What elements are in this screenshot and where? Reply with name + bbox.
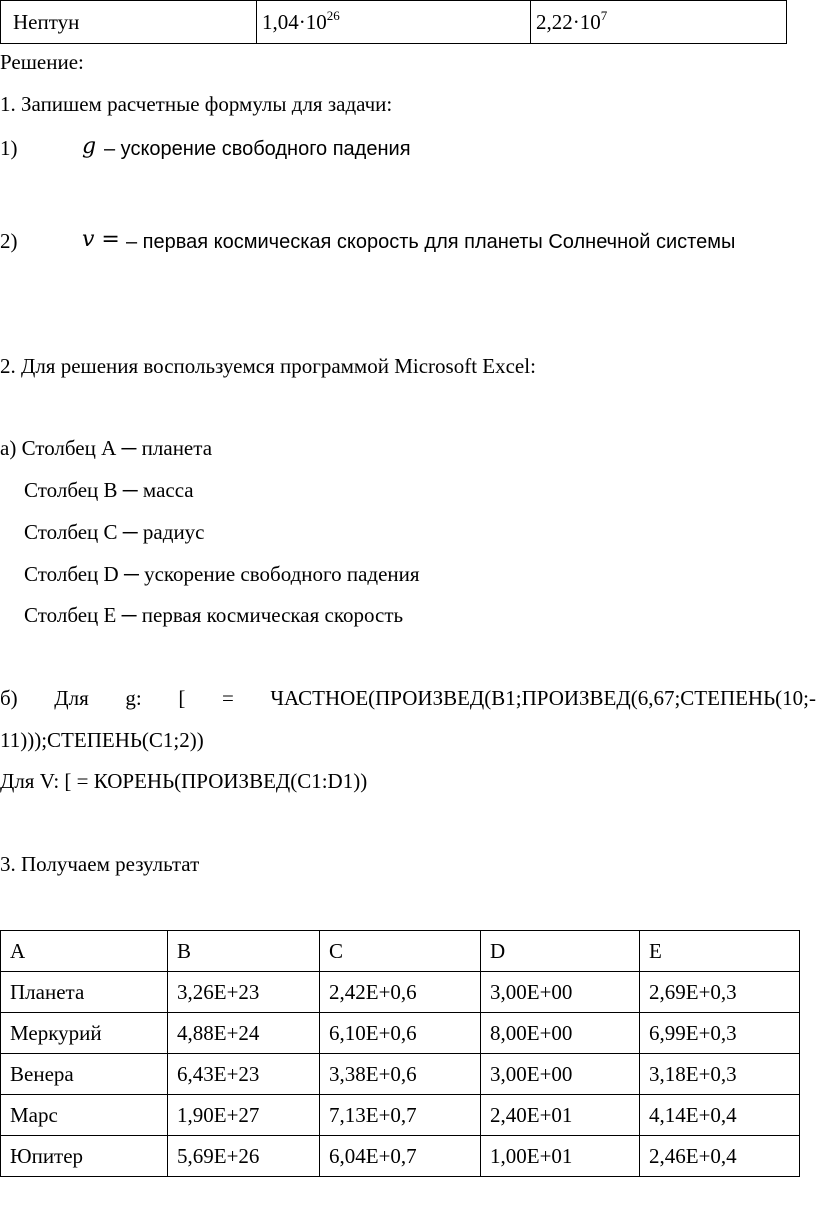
formula-g-word: б) <box>0 686 18 710</box>
table-cell: Венера <box>1 1054 168 1095</box>
table-row <box>1 1013 800 1054</box>
formula-v-line: Для V: [ = КОРЕНЬ(ПРОИЗВЕД(C1:D1)) <box>0 769 368 793</box>
table-cell: Планета <box>1 972 168 1013</box>
header-cell: C <box>320 931 481 972</box>
mass-cell: $1,04\cdot 10^{26}$ <box>257 1 531 44</box>
table-cell: 5,69E+26 <box>168 1136 320 1177</box>
table-cell: 2,42E+0,6 <box>320 972 481 1013</box>
table-cell: 4,88E+24 <box>168 1013 320 1054</box>
formula-g-word: Для <box>54 686 89 710</box>
table-row <box>1 1 787 44</box>
neptune-data-table <box>0 0 787 44</box>
v-symbol: v = <box>82 227 120 252</box>
solution-label: Решение: <box>0 50 84 74</box>
header-cell: D <box>481 931 640 972</box>
table-cell: 3,38E+0,6 <box>320 1054 481 1095</box>
table-cell: 3,26E+23 <box>168 972 320 1013</box>
formula-2-number: 2) <box>0 229 18 253</box>
planet-cell: Нептун <box>1 1 257 44</box>
table-row <box>1 1136 800 1177</box>
table-cell: Марс <box>1 1095 168 1136</box>
header-cell: B <box>168 931 320 972</box>
table-row <box>1 972 800 1013</box>
header-cell: E <box>640 931 800 972</box>
column-b-desc: Столбец В ─ масса <box>24 478 194 502</box>
formula-g-word: = <box>221 686 234 710</box>
table-cell: 3,00E+00 <box>481 972 640 1013</box>
table-row <box>1 1095 800 1136</box>
table-cell: 1,90E+27 <box>168 1095 320 1136</box>
column-c-desc: Столбец С ─ радиус <box>24 520 205 544</box>
column-e-desc: Столбец E ─ первая космическая скорость <box>24 603 404 627</box>
radius-cell: $2,22\cdot 10^7$ <box>531 1 787 44</box>
step1-heading: 1. Запишем расчетные формулы для задачи: <box>0 92 393 116</box>
step3-heading: 3. Получаем результат <box>0 852 200 876</box>
header-cell: A <box>1 931 168 972</box>
formula-g-line <box>0 686 816 711</box>
table-cell: Меркурий <box>1 1013 168 1054</box>
formula-1-text: – ускорение свободного падения <box>104 138 411 160</box>
formula-g-word: ЧАСТНОЕ(ПРОИЗВЕД(B1;ПРОИЗВЕД(6,67;СТЕПЕНЬ(10;- <box>270 686 816 710</box>
g-symbol: g <box>82 134 97 159</box>
column-d-desc: Столбец D ─ ускорение свободного падения <box>24 562 420 586</box>
table-cell: 4,14E+0,4 <box>640 1095 800 1136</box>
table-cell: 6,43E+23 <box>168 1054 320 1095</box>
table-cell: 6,99E+0,3 <box>640 1013 800 1054</box>
formula-g-continuation: 11)));СТЕПЕНЬ(C1;2)) <box>0 728 204 752</box>
table-cell: Юпитер <box>1 1136 168 1177</box>
table-cell: 3,00E+00 <box>481 1054 640 1095</box>
formula-1-number: 1) <box>0 136 18 160</box>
table-cell: 6,04E+0,7 <box>320 1136 481 1177</box>
table-cell: 2,40E+01 <box>481 1095 640 1136</box>
table-cell: 3,18E+0,3 <box>640 1054 800 1095</box>
table-cell: 1,00E+01 <box>481 1136 640 1177</box>
column-a-desc: а) Столбец А ─ планета <box>0 436 213 460</box>
table-cell: 8,00E+00 <box>481 1013 640 1054</box>
table-header-row <box>1 931 800 972</box>
table-cell: 6,10E+0,6 <box>320 1013 481 1054</box>
step2-heading: 2. Для решения воспользуемся программой Microsoft Excel: <box>0 354 536 378</box>
results-table <box>0 930 800 1177</box>
table-cell: 7,13E+0,7 <box>320 1095 481 1136</box>
formula-g-word: g: <box>125 686 142 710</box>
formula-g-word: [ <box>178 686 186 710</box>
formula-2-text: – первая космическая скорость для планеты Солнечной системы <box>126 231 736 253</box>
table-row <box>1 1054 800 1095</box>
table-cell: 2,69E+0,3 <box>640 972 800 1013</box>
table-cell: 2,46E+0,4 <box>640 1136 800 1177</box>
